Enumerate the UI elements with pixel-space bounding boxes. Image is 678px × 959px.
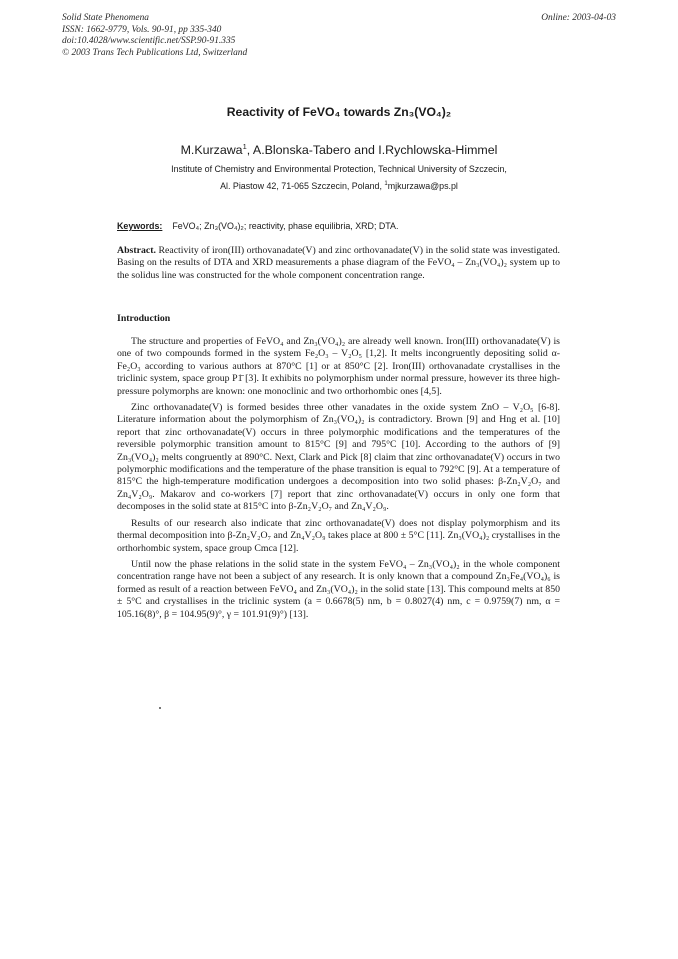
doi-line: doi:10.4028/www.scientific.net/SSP.90-91.335 bbox=[62, 36, 236, 47]
abstract-text: Reactivity of iron(III) orthovanadate(V) and zinc orthovanadate(V) in the solid state was investigated. Basing on the results of DTA and XRD measurements a phase diagram of the FeVO₄ – Zn₃(VO₄)₂ system up to the solidus line was constructed for the whole component concentration range. bbox=[117, 245, 560, 281]
introduction-heading: Introduction bbox=[117, 313, 171, 324]
introduction-body bbox=[117, 336, 560, 625]
first-author: M.Kurzawa bbox=[180, 143, 243, 158]
keywords-label: Keywords: bbox=[117, 221, 163, 231]
contact-email: mjkurzawa@ps.pl bbox=[387, 181, 458, 191]
email-footnote-mark: 1 bbox=[384, 181, 388, 188]
affiliation-line-2 bbox=[0, 181, 678, 191]
paper-title: Reactivity of FeVO₄ towards Zn₃(VO₄)₂ bbox=[226, 105, 452, 119]
affiliation-address: Al. Piastow 42, 71-065 Szczecin, Poland, bbox=[220, 181, 385, 191]
abstract-label: Abstract. bbox=[117, 245, 156, 256]
journal-header bbox=[62, 13, 247, 59]
abstract bbox=[117, 245, 560, 282]
keywords bbox=[117, 221, 567, 231]
journal-name: Solid State Phenomena bbox=[62, 13, 149, 23]
affiliation-line-1: Institute of Chemistry and Environmental Protection, Technical University of Szczecin, bbox=[171, 164, 507, 174]
paragraph: The structure and properties of FeVO₄ and Zn₃(VO₄)₂ are already well known. Iron(III) orthovanadate(V) is one of two compounds formed in the system Fe₂O₃ – V₂O₅ [1,2]. It melts incongruently depositing solid α-Fe₂O₃ according to various authors at 870°C [1] or at 850°C [2]. Iron(III) orthovanadate crystallises in the triclinic system, space group P1̄ [3]. It exhibits no polymorphism under normal pressure, however its three high-pressure polymorphs are known: one monoclinic and two orthorhombic ones [4,5]. bbox=[117, 336, 560, 397]
paragraph: Results of our research also indicate that zinc orthovanadate(V) does not display polymorphism and its thermal decomposition into β-Zn₂V₂O₇ and Zn₄V₂O₉ takes place at 800 ± 5°C [11]. Zn₃(VO₄)₂ crystallises in the orthorhombic system, space group Cmca [12]. bbox=[117, 517, 560, 554]
scan-speck bbox=[159, 707, 161, 709]
paragraph: Until now the phase relations in the solid state in the system FeVO₄ – Zn₃(VO₄)₂ in the whole component concentration range have not been a subject of any research. It is only known that a compound Zn₃Fe₄(VO₄)₆ is formed as result of a reaction between FeVO₄ and Zn₃(VO₄)₂ in the solid state [13]. This compound melts at 850 ± 5°C and crystallises in the triclinic system (a = 0.6678(5) nm, b = 0.8027(4) nm, c = 0.9759(7) nm, α = 105.16(8)°, β = 104.95(9)°, γ = 101.91(9)°) [13]. bbox=[117, 558, 560, 620]
keywords-text: FeVO₄; Zn₃(VO₄)₂; reactivity, phase equilibria, XRD; DTA. bbox=[172, 221, 399, 231]
author-list bbox=[0, 142, 678, 157]
online-date: Online: 2003-04-03 bbox=[541, 13, 616, 23]
co-authors: , A.Blonska-Tabero and I.Rychlowska-Himmel bbox=[246, 143, 498, 158]
paragraph: Zinc orthovanadate(V) is formed besides three other vanadates in the oxide system ZnO – V₂O₅ [6-8]. Literature information about the polymorphism of Zn₃(VO₄)₂ is contradictory. Brown [9] and Hng et al. [10] report that zinc orthovanadate(V) occurs in three polymorphic modifications and the temperatures of the reversible polymorphic transition amount to 815°C [9] and 795°C [10]. According to the authors of [9] Zn₃(VO₄)₂ melts congruently at 890°C. Next, Clark and Pick [8] claim that zinc orthovanadate(V) occurs in two polymorphic modifications and the temperature of the phase transition is equal to 792°C [9]. At a temperature of 815°C the high-temperature modification undergoes a decomposition into two solid phases: β-Zn₂V₂O₇ and Zn₄V₂O₉. Makarov and co-workers [7] report that zinc orthovanadate(V) occurs in only one form that decomposes in the solid state at 815°C into β-Zn₂V₂O₇ and Zn₄V₂O₉. bbox=[117, 402, 560, 513]
issn-line: ISSN: 1662-9779, Vols. 90-91, pp 335-340 bbox=[62, 24, 222, 35]
author-footnote-mark: 1 bbox=[242, 142, 247, 151]
copyright-line: © 2003 Trans Tech Publications Ltd, Switzerland bbox=[62, 47, 248, 58]
